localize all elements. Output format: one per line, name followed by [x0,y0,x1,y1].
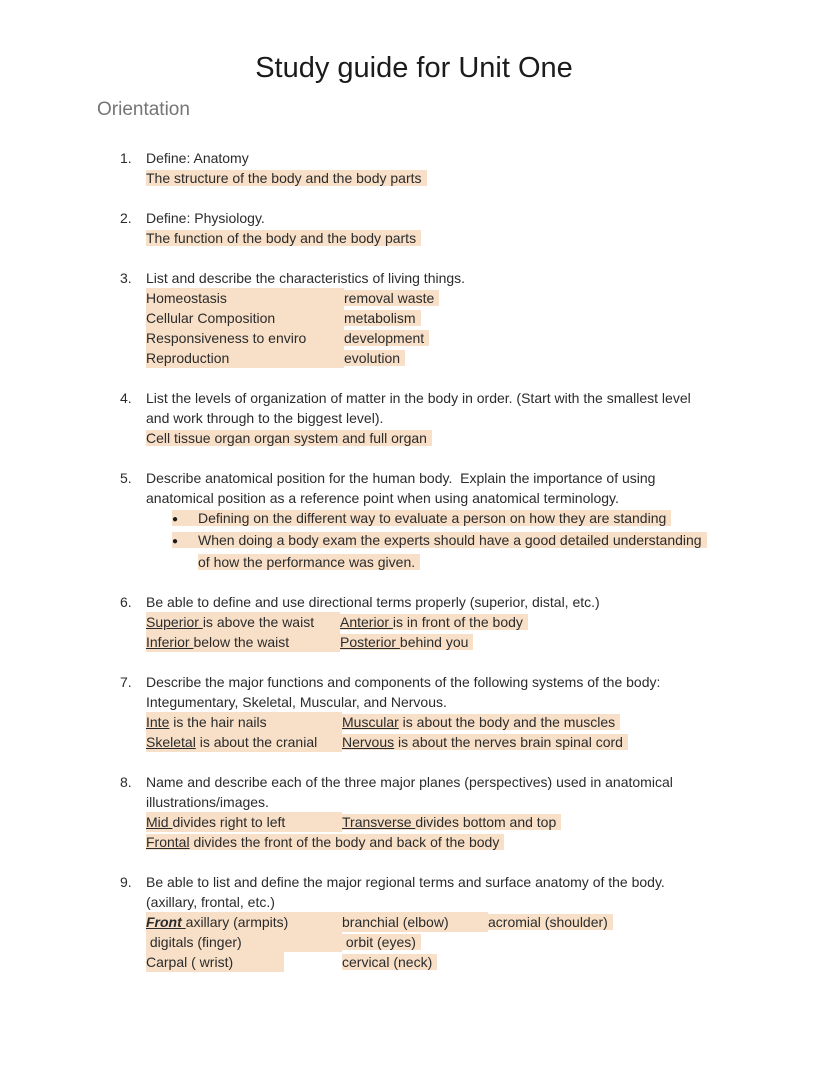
question-text-line: Define: Anatomy [146,150,249,166]
highlight-cell [146,612,340,632]
question-content [146,208,780,248]
question-number: 6. [120,594,132,610]
text-run: divides right to left [172,814,286,830]
bullet-icon: ● [172,514,179,525]
question-item [120,672,780,752]
text-run: Nervous [342,734,395,750]
text-run: Responsiveness to enviro [146,330,307,346]
answer-line [146,832,780,852]
question-item [120,208,780,248]
question-content [146,772,780,852]
answer-line [146,732,780,752]
text-run: axillary (armpits) [185,914,289,930]
answer-line [146,632,780,652]
highlight-cell [146,834,504,850]
question-number: 1. [120,150,132,166]
answer-line [146,912,780,932]
text-run: digitals (finger) [146,934,242,950]
question-item [120,388,780,448]
highlight-cell [340,614,528,630]
text-run: is about the body and the muscles [398,714,616,730]
highlight-cell [342,714,620,730]
question-text-line: Be able to define and use directional terms properly (superior, distal, etc.) [146,594,600,610]
highlight-cell [344,290,439,306]
question-number: 5. [120,470,132,486]
question-item [120,772,780,852]
highlight-cell [146,308,344,328]
question-text-line: illustrations/images. [146,794,269,810]
answer-line [146,228,780,248]
answer-line [146,812,780,832]
text-run: Cellular Composition [146,310,276,326]
text-run: Defining on the different way to evaluate a person on how they are standing [198,510,667,526]
question-item [120,468,780,572]
question-item [120,872,780,972]
question-text-line: List the levels of organization of matter in the body in order. (Start with the smallest level [146,390,691,406]
highlight-cell [172,510,671,526]
question-content [146,268,780,368]
highlight-cell [344,310,421,326]
text-run: The function of the body and the body parts [146,230,417,246]
question-number: 7. [120,674,132,690]
highlight-cell [342,934,421,950]
text-run: behind you [399,634,469,650]
page-title: Study guide for Unit One [255,52,573,84]
highlight-cell [146,952,284,972]
answer-line [198,552,780,572]
text-run: orbit (eyes) [342,934,416,950]
bullet-icon: ● [172,536,179,547]
text-run: removal waste [344,290,435,306]
question-text-line: Describe the major functions and components of the following systems of the body: [146,674,661,690]
questions-list [120,148,780,972]
question-content [146,468,780,572]
highlight-cell [342,734,628,750]
text-run: Carpal ( wrist) [146,954,234,970]
highlight-cell [146,230,421,246]
question-number: 3. [120,270,132,286]
text-run: is in front of the body [392,614,523,630]
text-run: Posterior [340,634,400,650]
text-run: Homeostasis [146,290,227,306]
answer-line [146,932,780,952]
text-run: Reproduction [146,350,230,366]
text-run: Inferior [146,634,194,650]
answer-line [172,530,780,552]
highlight-cell [146,288,344,308]
highlight-cell [198,554,420,570]
highlight-cell [172,532,707,548]
question-item [120,148,780,188]
question-content [146,388,780,448]
text-run: is about the nerves brain spinal cord [394,734,623,750]
answer-line [146,308,780,328]
section-heading: Orientation [97,99,190,120]
text-run: Skeletal [146,734,196,750]
text-run: Muscular [342,714,399,730]
text-run: development [344,330,425,346]
text-run: metabolism [344,310,416,326]
text-run: is about the cranial [195,734,318,750]
highlight-cell [146,812,342,832]
answer-line [146,328,780,348]
question-number: 2. [120,210,132,226]
text-run: Frontal [146,834,190,850]
question-text-line: Be able to list and define the major regional terms and surface anatomy of the body. [146,874,665,890]
answer-line [146,428,780,448]
highlight-cell [342,814,561,830]
highlight-cell [342,912,488,932]
question-text-line: Integumentary, Skeletal, Muscular, and Nervous. [146,694,447,710]
highlight-cell [146,712,342,732]
text-run: When doing a body exam the experts should have a good detailed understanding [198,532,702,548]
answer-line [146,612,780,632]
highlight-cell [340,634,473,650]
question-text-line: Define: Physiology. [146,210,265,226]
question-number: 8. [120,774,132,790]
question-item [120,592,780,652]
text-run: Transverse [342,814,416,830]
question-item [120,268,780,368]
highlight-cell [146,912,342,932]
answer-line [146,348,780,368]
text-run: divides the front of the body and back of the body [189,834,500,850]
highlight-cell [146,732,342,752]
question-text-line: List and describe the characteristics of living things. [146,270,466,286]
text-run: Mid [146,814,173,830]
highlight-cell [146,328,344,348]
highlight-cell [146,348,344,368]
text-run: Front [146,914,186,930]
question-text-line: and work through to the biggest level). [146,410,384,426]
question-content [146,872,780,972]
question-text-line: (axillary, frontal, etc.) [146,894,275,910]
text-run: Cell tissue organ organ system and full organ [146,430,427,446]
highlight-cell [146,170,427,186]
question-content [146,592,780,652]
answer-line [172,508,780,530]
highlight-cell [342,954,437,970]
text-run: is the hair nails [169,714,267,730]
answer-line [146,952,780,972]
text-run: Anterior [340,614,393,630]
text-run: cervical (neck) [342,954,433,970]
text-run: below the waist [193,634,290,650]
text-run: divides bottom and top [415,814,557,830]
text-run: of how the performance was given. [198,554,416,570]
highlight-cell [146,430,432,446]
answer-line [146,712,780,732]
highlight-cell [146,932,342,952]
answer-line [146,288,780,308]
question-number: 4. [120,390,132,406]
text-run: Inte [146,714,170,730]
question-number: 9. [120,874,132,890]
text-run: is above the waist [202,614,315,630]
question-text-line: anatomical position as a reference point when using anatomical terminology. [146,490,619,506]
text-run: acromial (shoulder) [488,914,608,930]
question-text-line: Describe anatomical position for the human body. Explain the importance of using [146,470,656,486]
text-run: evolution [344,350,401,366]
highlight-cell [146,632,340,652]
highlight-cell [344,330,429,346]
question-content [146,148,780,188]
text-run: Superior [146,614,203,630]
text-run: branchial (elbow) [342,914,449,930]
highlight-cell [488,914,613,930]
question-text-line: Name and describe each of the three major planes (perspectives) used in anatomical [146,774,673,790]
text-run: The structure of the body and the body parts [146,170,422,186]
question-content [146,672,780,752]
highlight-cell [344,350,405,366]
answer-line [146,168,780,188]
